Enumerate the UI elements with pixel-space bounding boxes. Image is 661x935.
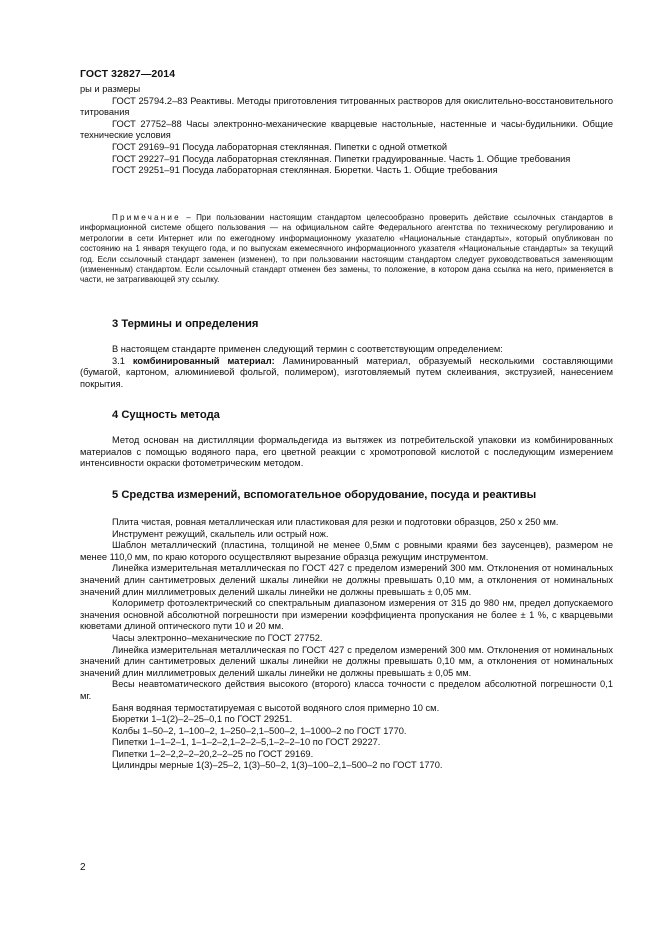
equipment-item: Линейка измерительная металлическая по ГОСТ 427 с пределом измерений 300 мм. Отклонения от номинальных значений длин сантиметровых делений шкалы линейки не должны превышать 0,10 мм, а отклонения от номинальных значений длин миллиметровых делений шкалы линейки не должны превышать ± 0,05 мм. [80,563,613,597]
equipment-item: Весы неавтоматического действия высокого (второго) класса точности с пределом абсолютной погрешности 0,1 мг. [80,679,613,701]
page-number: 2 [80,862,86,873]
equipment-item: Баня водяная термостатируемая с высотой водяного слоя примерно 10 см. [112,702,440,713]
note-label: Примечание [112,213,181,222]
note-block [80,213,613,286]
equipment-item: Пипетки 1–1–2–1, 1–1–2–2,1–2–2–5,1–2–2–10 по ГОСТ 29227. [112,737,381,748]
reference-item: ГОСТ 29169–91 Посуда лабораторная стеклянная. Пипетки с одной отметкой [112,141,448,152]
equipment-item: Часы электронно–механические по ГОСТ 27752. [112,632,323,643]
term-name: комбинированный материал: [132,355,275,366]
section-5-body [80,517,613,772]
equipment-item: Пипетки 1–2–2,2–2–20,2–2–25 по ГОСТ 29169. [112,748,314,759]
section-4-text: Метод основан на дистилляции формальдегида из вытяжек из потребительской упаковки из комбинированных материалов с помощью водяного пара, его цветной реакции с хромотроповой кислотой с последующим измерением интенсивности окраски фотометрическим методом. [80,435,613,469]
reference-item: ГОСТ 29251–91 Посуда лабораторная стеклянная. Бюретки. Часть 1. Общие требования [112,165,498,176]
reference-item: ГОСТ 29227–91 Посуда лабораторная стеклянная. Пипетки градуированные. Часть 1. Общие требования [112,153,571,164]
document-header: ГОСТ 32827—2014 [80,68,176,80]
term-definition [80,356,613,391]
term-number: 3.1 [112,355,133,366]
section-4-body [80,435,613,470]
equipment-item: Инструмент режущий, скальпель или острый нож. [112,528,329,539]
note-paragraph [80,213,613,286]
reference-item: ГОСТ 27752–88 Часы электронно-механические кварцевые настольные, настенные и часы-будильники. Общие технические условия [80,118,613,141]
section-3-body [80,344,613,390]
term-text: Ламинированный материал, образуемый несколькими составляющими (бумагой, картоном, алюминиевой фольгой, полимером), изготовляемый путем склеивания, экструзией, нанесением покрытия. [80,355,613,389]
reference-item: ГОСТ 25794.2–83 Реактивы. Методы приготовления титрованных растворов для окислительно-восстановительного титрования [80,95,613,118]
equipment-item: Шаблон металлический (пластина, толщиной не менее 0,5мм с ровными краями без заусенцев), размером не менее 110,0 мм, по краю которого осуществляют вырезание образца режущим инструментом. [80,540,613,562]
equipment-item: Колбы 1–50–2, 1–100–2, 1–250–2,1–500–2, 1–1000–2 по ГОСТ 1770. [112,725,407,736]
equipment-item: Линейка измерительная металлическая по ГОСТ 427 с пределом измерений 300 мм. Отклонения от номинальных значений длин сантиметровых делений шкалы линейки не должны превышать 0,10 мм, а отклонения от номинальных значений длин миллиметровых делений шкалы линейки не должны превышать ± 0,05 мм. [80,644,613,678]
section-3-intro: В настоящем стандарте применен следующий термин с соответствующим определением: [112,344,503,354]
equipment-item: Бюретки 1–1(2)–2–25–0,1 по ГОСТ 29251. [112,714,293,725]
equipment-item: Колориметр фотоэлектрический со спектральным диапазоном измерения от 315 до 980 нм, предел допускаемого значения основной абсолютной погрешности при измерении коэффициента пропускания не более ± 1 %, с кварцевыми кюветами длиной оптического пути 10 и 20 мм. [80,598,613,632]
equipment-item: Цилиндры мерные 1(3)–25–2, 1(3)–50–2, 1(3)–100–2,1–500–2 по ГОСТ 1770. [112,760,443,771]
references-list [80,84,613,177]
section-4-title: 4 Сущность метода [112,409,220,421]
note-text: – При пользовании настоящим стандартом целесообразно проверить действие ссылочных стандартов в информационной системе общего пользования — на официальном сайте Федерального агентства по техническому регулированию и метрологии в сети Интернет или по ежегодному информационному указателю «Национальные стандарты», который опубликован по состоянию на 1 января текущего года, и по выпускам ежемесячного информационного указателя «Национальные стандарты» за текущий год. Если ссылочный стандарт заменен (изменен), то при пользовании настоящим стандартом следует руководствоваться заменяющим (измененным) стандартом. Если ссылочный стандарт отменен без замены, то положение, в котором дана ссылка на него, применяется в части, не затрагивающей эту ссылку. [80,213,613,285]
reference-item: ры и размеры [80,84,141,94]
equipment-item: Плита чистая, ровная металлическая или пластиковая для резки и подготовки образцов, 250 х 250 мм. [112,517,559,527]
section-5-title: 5 Средства измерений, вспомогательное оборудование, посуда и реактивы [112,489,537,501]
section-3-title: 3 Термины и определения [112,318,259,330]
